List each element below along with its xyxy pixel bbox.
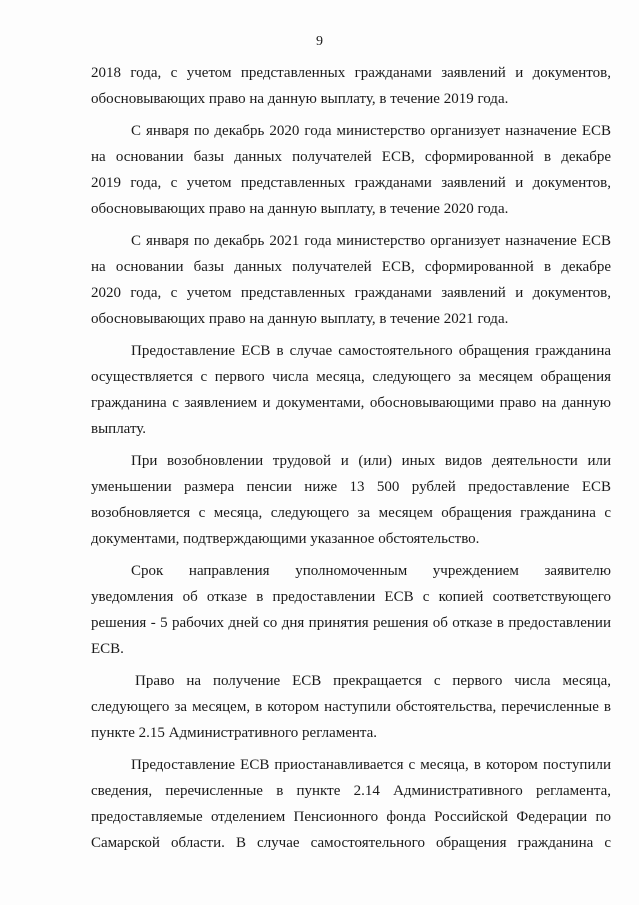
paragraph: [91, 60, 611, 112]
paragraph: [91, 558, 611, 662]
text-line: ЕСВ.: [91, 641, 124, 657]
paragraph: [91, 752, 611, 856]
text-line: Срок направления уполномоченным учреждением заявителю: [131, 563, 611, 579]
paragraph: [91, 448, 611, 552]
text-line: предоставляемые отделением Пенсионного фонда Российской Федерации по: [91, 809, 611, 825]
text-line: 2018 года, с учетом представленных гражданами заявлений и документов,: [91, 65, 611, 81]
text-line: выплату.: [91, 421, 147, 437]
text-line: решения - 5 рабочих дней со дня принятия решения об отказе в предоставлении: [91, 615, 611, 631]
text-line: С января по декабрь 2020 года министерство организует назначение ЕСВ: [131, 123, 611, 139]
text-line: на основании базы данных получателей ЕСВ, сформированной в декабре: [91, 149, 611, 165]
text-line: уменьшении размера пенсии ниже 13 500 рублей предоставление ЕСВ: [91, 479, 611, 495]
text-line: 2020 года, с учетом представленных гражданами заявлений и документов,: [91, 285, 611, 301]
text-line: Предоставление ЕСВ в случае самостоятельного обращения гражданина: [131, 343, 611, 359]
text-line: Право на получение ЕСВ прекращается с первого числа месяца,: [135, 673, 611, 689]
text-line: гражданина с заявлением и документами, обосновывающими право на данную: [91, 395, 611, 411]
text-line: обосновывающих право на данную выплату, в течение 2020 года.: [91, 201, 509, 217]
text-line: Самарской области. В случае самостоятельного обращения гражданина с: [91, 835, 611, 851]
text-line: При возобновлении трудовой и (или) иных видов деятельности или: [131, 453, 611, 469]
text-line: обосновывающих право на данную выплату, в течение 2021 года.: [91, 311, 509, 327]
text-line: осуществляется с первого числа месяца, следующего за месяцем обращения: [91, 369, 611, 385]
text-line: документами, подтверждающими указанное обстоятельство.: [91, 531, 480, 547]
paragraph: [91, 118, 611, 222]
text-line: сведения, перечисленные в пункте 2.14 Административного регламента,: [91, 783, 611, 799]
text-line: С января по декабрь 2021 года министерство организует назначение ЕСВ: [131, 233, 611, 249]
text-line: Предоставление ЕСВ приостанавливается с месяца, в котором поступили: [131, 757, 611, 773]
text-line: уведомления об отказе в предоставлении ЕСВ с копией соответствующего: [91, 589, 611, 605]
page-number: 9: [316, 34, 323, 49]
text-line: пункте 2.15 Административного регламента.: [91, 725, 378, 741]
text-line: 2019 года, с учетом представленных гражданами заявлений и документов,: [91, 175, 611, 191]
document-body: [91, 60, 611, 856]
text-line: обосновывающих право на данную выплату, в течение 2019 года.: [91, 91, 509, 107]
text-line: на основании базы данных получателей ЕСВ, сформированной в декабре: [91, 259, 611, 275]
text-line: следующего за месяцем, в котором наступили обстоятельства, перечисленные в: [91, 699, 611, 715]
paragraph: [91, 338, 611, 442]
paragraph: [91, 228, 611, 332]
paragraph: [91, 668, 611, 746]
text-line: возобновляется с месяца, следующего за месяцем обращения гражданина с: [91, 505, 611, 521]
